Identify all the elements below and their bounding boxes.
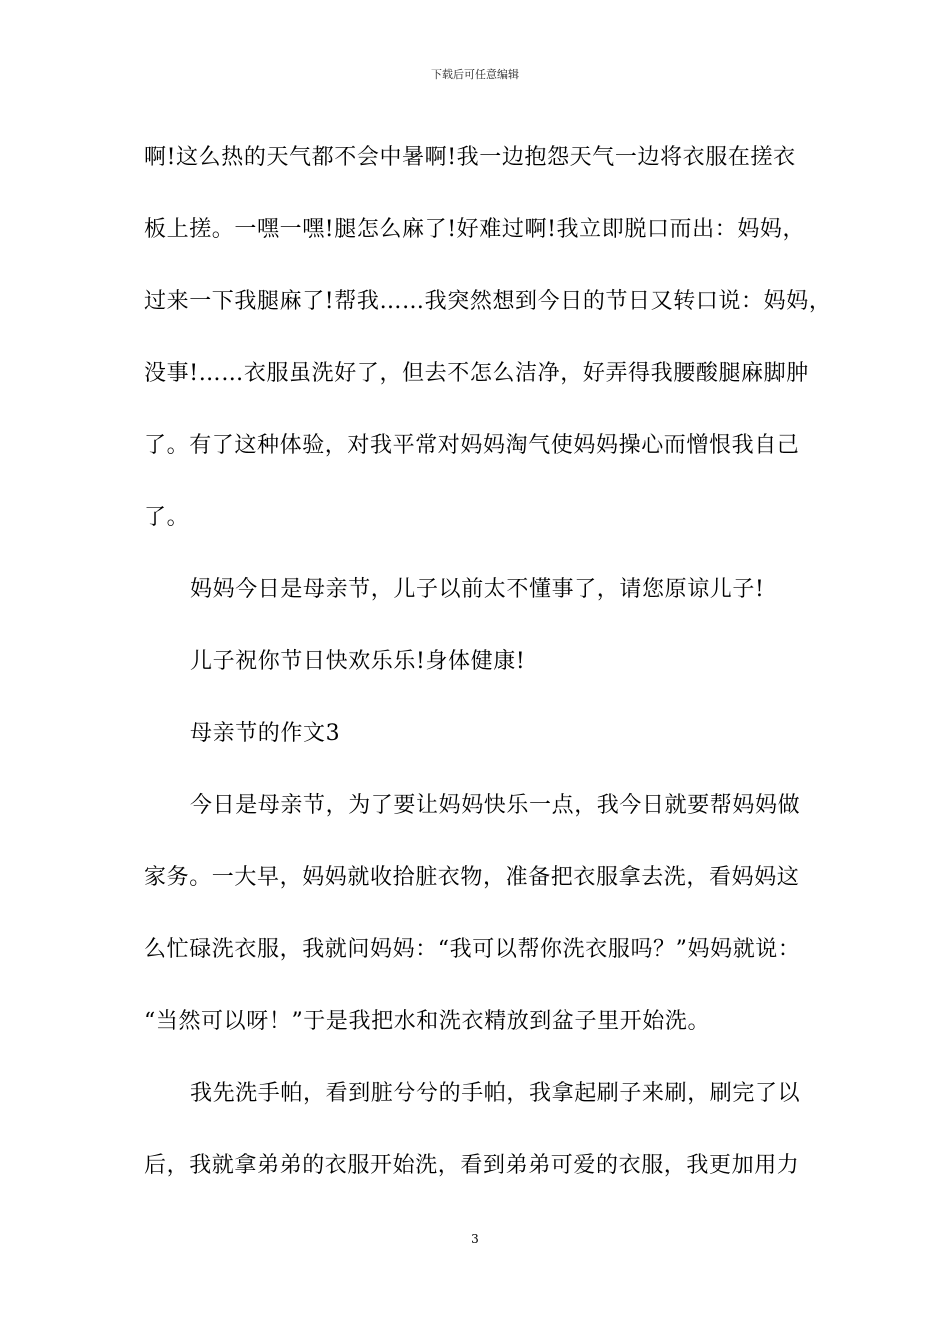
- paragraph-line: 妈妈今日是母亲节，儿子以前太不懂事了，请您原谅儿子!: [190, 577, 765, 602]
- text-line: 了。: [144, 505, 190, 530]
- text-line: 没事!……衣服虽洗好了，但去不怎么洁净，好弄得我腰酸腿麻脚肿: [144, 361, 809, 386]
- text-line: 啊!这么热的天气都不会中暑啊!我一边抱怨天气一边将衣服在搓衣: [144, 145, 796, 170]
- text-line: 过来一下我腿麻了!帮我……我突然想到今日的节日又转口说：妈妈，: [144, 289, 832, 314]
- text-line: 后，我就拿弟弟的衣服开始洗，看到弟弟可爱的衣服，我更加用力: [144, 1153, 800, 1178]
- paragraph-line: 今日是母亲节，为了要让妈妈快乐一点，我今日就要帮妈妈做: [190, 793, 801, 818]
- paragraph-line: 我先洗手帕，看到脏兮兮的手帕，我拿起刷子来刷，刷完了以: [190, 1081, 801, 1106]
- page-number: 3: [471, 1232, 479, 1246]
- text-line: “当然可以呀！”于是我把水和洗衣精放到盆子里开始洗。: [144, 1009, 711, 1034]
- text-line: 了。有了这种体验，对我平常对妈妈淘气使妈妈操心而憎恨我自己: [144, 433, 800, 458]
- text-line: 么忙碌洗衣服，我就问妈妈：“我可以帮你洗衣服吗？”妈妈就说：: [144, 937, 801, 962]
- paragraph-line: 儿子祝你节日快欢乐乐!身体健康!: [190, 649, 526, 674]
- text-line: 板上搓。一嘿一嘿!腿怎么麻了!好难过啊!我立即脱口而出：妈妈，: [144, 217, 806, 242]
- page-header: 下载后可任意编辑: [431, 68, 519, 81]
- text-line: 家务。一大早，妈妈就收拾脏衣物，准备把衣服拿去洗，看妈妈这: [144, 865, 800, 890]
- section-heading: 母亲节的作文3: [190, 721, 341, 746]
